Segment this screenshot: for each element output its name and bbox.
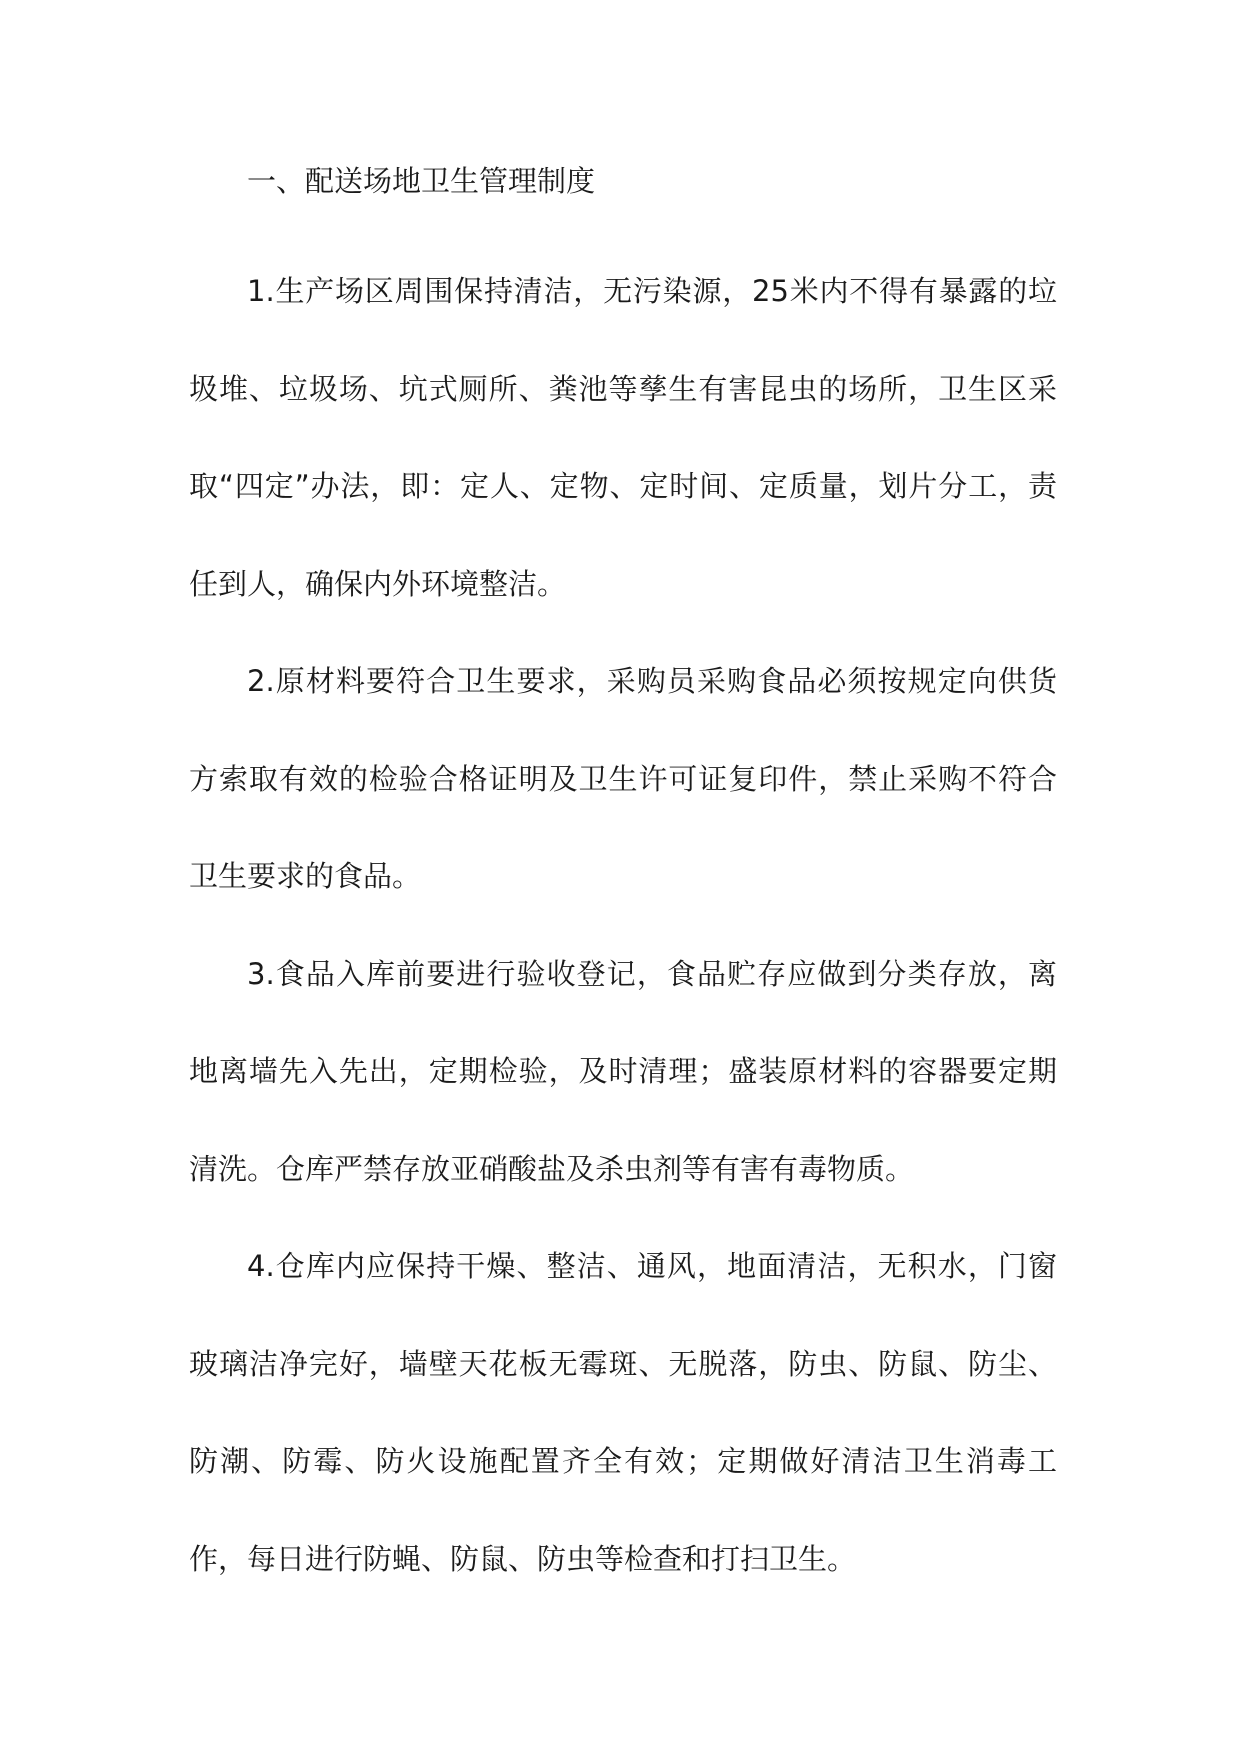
document-body (189, 164, 1057, 1608)
paragraph-2: 2.原材料要符合卫生要求，采购员采购食品必须按规定向供货方索取有效的检验合格证明及卫生许可证复印件，禁止采购不符合卫生要求的食品。 (189, 664, 1057, 893)
paragraph-3: 3.食品入库前要进行验收登记，食品贮存应做到分类存放，离地离墙先入先出，定期检验，及时清理；盛装原材料的容器要定期清洗。仓库严禁存放亚硝酸盐及杀虫剂等有害有毒物质。 (189, 956, 1057, 1186)
section-heading: 一、配送场地卫生管理制度 (247, 164, 596, 198)
paragraph-1: 1.生产场区周围保持清洁，无污染源，25米内不得有暴露的垃圾堆、垃圾场、坑式厕所、粪池等孳生有害昆虫的场所，卫生区采取“四定”办法，即：定人、定物、定时间、定质量，划片分工，责任到人，确保内外环境整洁。 (189, 274, 1057, 601)
paragraph-4: 4.仓库内应保持干燥、整洁、通风，地面清洁，无积水，门窗玻璃洁净完好，墙壁天花板无霉斑、无脱落，防虫、防鼠、防尘、防潮、防霉、防火设施配置齐全有效；定期做好清洁卫生消毒工作，每日进行防蝇、防鼠、防虫等检查和打扫卫生。 (189, 1249, 1057, 1576)
